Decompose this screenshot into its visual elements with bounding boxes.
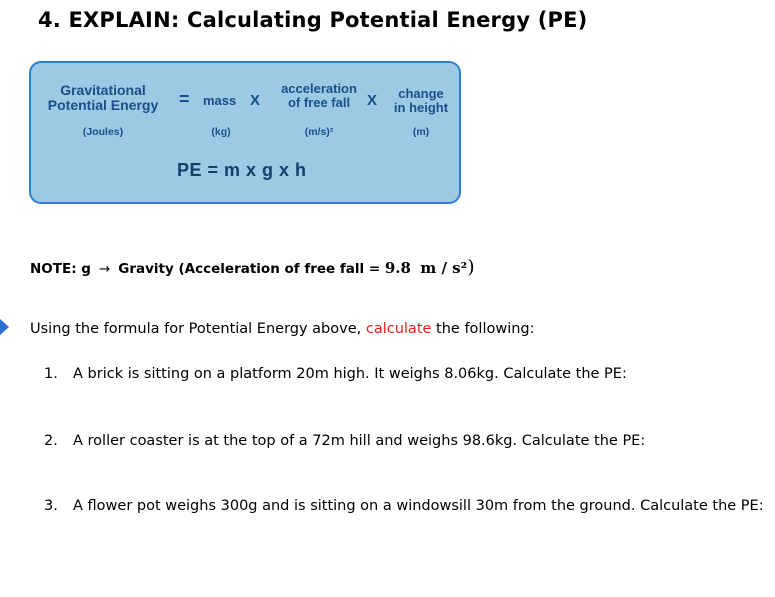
accel-line1: acceleration — [281, 81, 357, 96]
accel-term — [271, 82, 367, 110]
accel-unit: (m/s)² — [304, 126, 334, 138]
question-text: A roller coaster is at the top of a 72m hill and weighs 98.6kg. Calculate the PE: — [73, 433, 646, 449]
gravity-unit: m / s² — [420, 259, 468, 277]
question-3 — [44, 498, 764, 514]
height-unit: (m) — [412, 126, 430, 138]
arrow-icon: → — [98, 261, 111, 277]
question-text: A brick is sitting on a platform 20m high. It weighs 8.06kg. Calculate the PE: — [73, 366, 627, 382]
question-number: 2. — [44, 433, 58, 449]
times-sign-1: X — [250, 92, 261, 109]
gravity-note — [30, 256, 475, 278]
accel-line2: of free fall — [287, 95, 351, 110]
gravity-value: 9.8 — [384, 259, 411, 277]
question-2 — [44, 433, 645, 449]
question-1 — [44, 366, 627, 382]
formula-short: PE = m x g x h — [177, 160, 307, 180]
equals-sign: = — [179, 89, 190, 109]
bullet-arrow-icon — [0, 319, 9, 335]
mass-unit: (kg) — [211, 126, 231, 138]
question-text: A flower pot weighs 300g and is sitting on a windowsill 30m from the ground. Calculate the PE: — [73, 498, 764, 514]
note-close: ) — [467, 256, 475, 278]
height-line2: in height — [393, 100, 449, 115]
height-line1: change — [398, 86, 444, 101]
intro-after: the following: — [431, 321, 535, 337]
gpe-line2: Potential Energy — [47, 97, 159, 113]
gpe-unit: (Joules) — [82, 126, 124, 138]
page-heading: 4. EXPLAIN: Calculating Potential Energy (PE) — [38, 8, 588, 32]
question-number: 3. — [44, 498, 58, 514]
height-term — [387, 87, 455, 115]
intro-highlight: calculate — [365, 321, 432, 337]
gpe-term — [39, 83, 167, 113]
question-number: 1. — [44, 366, 58, 382]
intro-before: Using the formula for Potential Energy above, — [30, 321, 366, 337]
note-text: Gravity (Acceleration of free fall = — [118, 261, 385, 277]
mass-term: mass — [203, 93, 237, 108]
note-label: NOTE: g — [30, 261, 91, 277]
gpe-line1: Gravitational — [60, 82, 146, 98]
formula-box — [29, 61, 461, 204]
instructions — [30, 321, 535, 337]
times-sign-2: X — [367, 92, 378, 109]
